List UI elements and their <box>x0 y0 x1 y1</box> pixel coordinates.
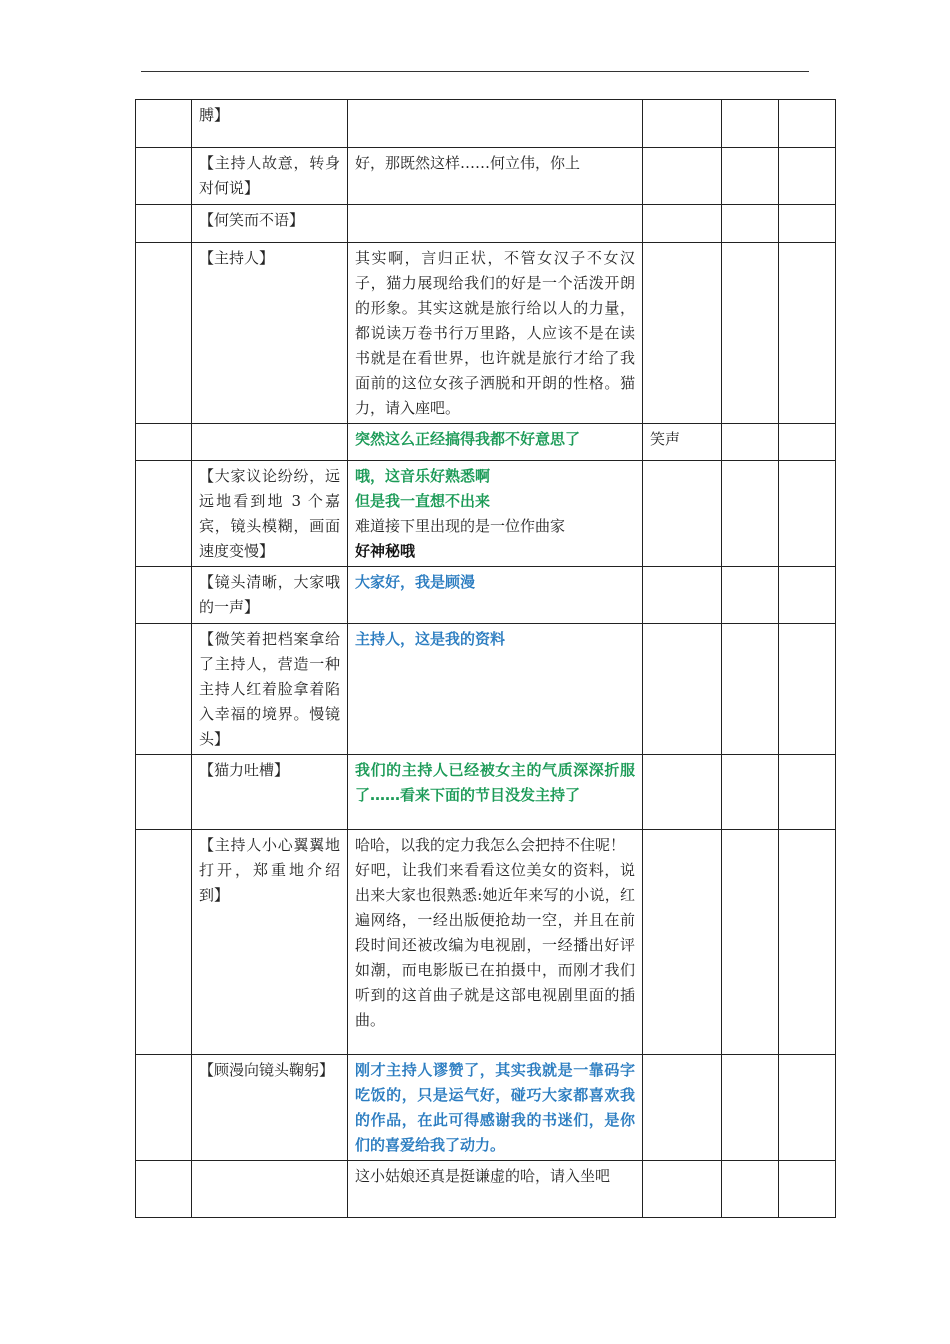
cell-action <box>192 100 348 148</box>
cell-dialogue <box>348 624 643 755</box>
script-table-body <box>136 100 836 1218</box>
table-row <box>136 830 836 1055</box>
dialogue-line: 我们的主持人已经被女主的气质深深折服了……看来下面的节目没发主持了 <box>355 761 635 804</box>
action-text: 【镜头清晰，大家哦的一声】 <box>199 573 340 616</box>
cell-dialogue <box>348 100 643 148</box>
action-text: 【主持人故意，转身对何说】 <box>199 154 340 197</box>
table-row <box>136 624 836 755</box>
table-row <box>136 148 836 205</box>
cell-index <box>136 1161 192 1218</box>
cell-action <box>192 243 348 424</box>
cell-extra-2 <box>779 148 836 205</box>
cell-extra-1 <box>722 567 779 624</box>
action-text: 【顾漫向镜头鞠躬】 <box>199 1061 335 1079</box>
cell-action <box>192 567 348 624</box>
cell-action <box>192 1055 348 1161</box>
action-text: 膊】 <box>199 106 230 124</box>
cell-sound <box>643 205 722 243</box>
dialogue-line: 好，那既然这样……何立伟，你上 <box>355 154 581 172</box>
cell-extra-1 <box>722 461 779 567</box>
cell-extra-1 <box>722 830 779 1055</box>
dialogue-line: 好神秘哦 <box>355 542 416 560</box>
table-row <box>136 100 836 148</box>
cell-index <box>136 424 192 461</box>
cell-extra-1 <box>722 755 779 830</box>
cell-extra-2 <box>779 424 836 461</box>
cell-index <box>136 243 192 424</box>
cell-action <box>192 148 348 205</box>
cell-action <box>192 624 348 755</box>
cell-sound <box>643 100 722 148</box>
cell-sound <box>643 243 722 424</box>
cell-index <box>136 148 192 205</box>
table-row <box>136 243 836 424</box>
cell-dialogue <box>348 205 643 243</box>
script-table <box>135 99 836 1218</box>
dialogue-line: 大家好，我是顾漫 <box>355 573 476 591</box>
cell-extra-2 <box>779 461 836 567</box>
cell-index <box>136 567 192 624</box>
action-text: 【微笑着把档案拿给了主持人，营造一种主持人红着脸拿着陷入幸福的境界。慢镜头】 <box>199 630 340 748</box>
cell-dialogue <box>348 567 643 624</box>
cell-extra-1 <box>722 1055 779 1161</box>
cell-dialogue <box>348 1055 643 1161</box>
cell-dialogue <box>348 461 643 567</box>
cell-action <box>192 755 348 830</box>
cell-extra-1 <box>722 205 779 243</box>
cell-index <box>136 461 192 567</box>
cell-extra-2 <box>779 830 836 1055</box>
cell-sound <box>643 424 722 461</box>
table-row <box>136 461 836 567</box>
table-row <box>136 424 836 461</box>
dialogue-line: 其实啊，言归正状，不管女汉子不女汉子，猫力展现给我们的好是一个活泼开朗的形象。其实这就是旅行给以人的力量，都说读万卷书行万里路，人应该不是在读书就是在看世界，也许就是旅行才给了我面前的这位女孩子洒脱和开朗的性格。猫力，请入座吧。 <box>355 249 635 417</box>
cell-action <box>192 1161 348 1218</box>
dialogue-line: 突然这么正经搞得我都不好意思了 <box>355 430 581 448</box>
cell-action <box>192 424 348 461</box>
cell-sound <box>643 830 722 1055</box>
cell-sound <box>643 1055 722 1161</box>
cell-extra-1 <box>722 148 779 205</box>
dialogue-line: 哈哈，以我的定力我怎么会把持不住呢！ <box>355 836 626 854</box>
table-row <box>136 205 836 243</box>
action-text: 【猫力吐槽】 <box>199 761 290 779</box>
action-text: 【何笑而不语】 <box>199 211 305 229</box>
cell-extra-1 <box>722 243 779 424</box>
cell-dialogue <box>348 424 643 461</box>
table-row <box>136 755 836 830</box>
cell-index <box>136 1055 192 1161</box>
cell-index <box>136 100 192 148</box>
cell-extra-1 <box>722 100 779 148</box>
cell-extra-2 <box>779 755 836 830</box>
cell-sound <box>643 461 722 567</box>
header-rule <box>141 71 809 72</box>
cell-action <box>192 830 348 1055</box>
cell-index <box>136 830 192 1055</box>
cell-extra-1 <box>722 1161 779 1218</box>
cell-extra-2 <box>779 100 836 148</box>
cell-sound <box>643 624 722 755</box>
cell-dialogue <box>348 830 643 1055</box>
table-row <box>136 1055 836 1161</box>
table-row <box>136 1161 836 1218</box>
dialogue-line: 刚才主持人谬赞了，其实我就是一靠码字吃饭的，只是运气好，碰巧大家都喜欢我的作品，在此可得感谢我的书迷们，是你们的喜爱给我了动力。 <box>355 1061 635 1154</box>
cell-extra-1 <box>722 424 779 461</box>
dialogue-line: 哦，这音乐好熟悉啊 <box>355 467 491 485</box>
cell-index <box>136 624 192 755</box>
dialogue-line: 主持人，这是我的资料 <box>355 630 506 648</box>
action-text: 【主持人小心翼翼地打开，郑重地介绍到】 <box>199 836 340 904</box>
cell-dialogue <box>348 243 643 424</box>
cell-sound <box>643 148 722 205</box>
cell-action <box>192 461 348 567</box>
cell-dialogue <box>348 148 643 205</box>
cell-index <box>136 755 192 830</box>
table-row <box>136 567 836 624</box>
cell-extra-2 <box>779 205 836 243</box>
dialogue-line: 但是我一直想不出来 <box>355 492 491 510</box>
sound-effect: 笑声 <box>650 430 681 448</box>
cell-index <box>136 205 192 243</box>
cell-extra-2 <box>779 567 836 624</box>
action-text: 【主持人】 <box>199 249 275 267</box>
cell-extra-2 <box>779 624 836 755</box>
cell-dialogue <box>348 755 643 830</box>
dialogue-line: 难道接下里出现的是一位作曲家 <box>355 517 566 535</box>
cell-extra-1 <box>722 624 779 755</box>
cell-sound <box>643 567 722 624</box>
cell-action <box>192 205 348 243</box>
action-text: 【大家议论纷纷，远远地看到地 3 个嘉宾，镜头模糊，画面速度变慢】 <box>199 467 340 560</box>
dialogue-line: 这小姑娘还真是挺谦虚的哈，请入坐吧 <box>355 1167 611 1185</box>
dialogue-line: 好吧，让我们来看看这位美女的资料，说出来大家也很熟悉:她近年来写的小说，红遍网络，一经出版便抢劫一空，并且在前段时间还被改编为电视剧，一经播出好评如潮，而电影版已在拍摄中，而刚才我们听到的这首曲子就是这部电视剧里面的插曲。 <box>355 861 635 1029</box>
cell-extra-2 <box>779 1161 836 1218</box>
cell-extra-2 <box>779 1055 836 1161</box>
cell-dialogue <box>348 1161 643 1218</box>
cell-extra-2 <box>779 243 836 424</box>
cell-sound <box>643 1161 722 1218</box>
cell-sound <box>643 755 722 830</box>
